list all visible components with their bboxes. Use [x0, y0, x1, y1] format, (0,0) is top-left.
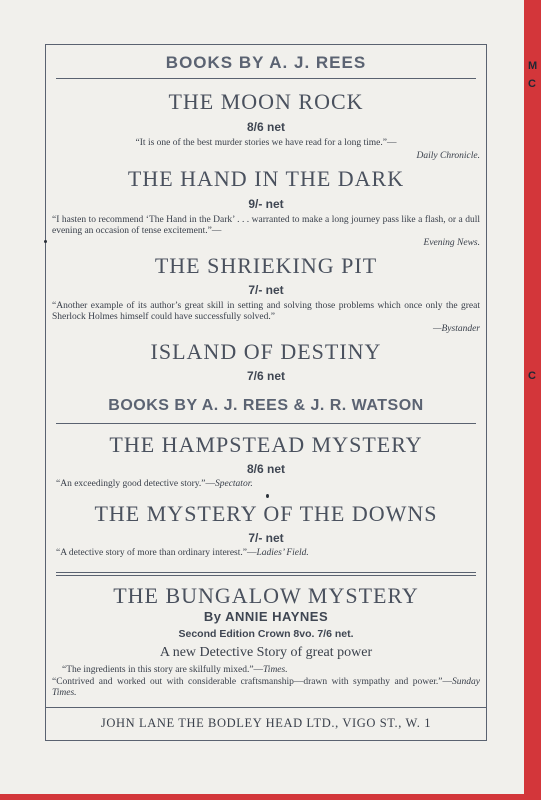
book-spine: M C C [524, 0, 541, 800]
book-price-island-of-destiny: 7/6 net [246, 369, 285, 383]
review-source-hampstead-mystery: Spectator. [214, 479, 253, 489]
header-books-by-rees-watson: BOOKS BY A. J. REES & J. R. WATSON [108, 397, 424, 414]
book-author-bungalow-mystery: By ANNIE HAYNES [203, 609, 329, 624]
book-price-shrieking-pit: 7/- net [248, 283, 284, 297]
review-source-moon-rock: Daily Chronicle. [416, 151, 480, 161]
ink-spot [44, 240, 47, 243]
book-title-hand-in-the-dark: THE HAND IN THE DARK [127, 166, 405, 191]
review-times [62, 665, 480, 676]
book-title-shrieking-pit: THE SHRIEKING PIT [154, 253, 378, 278]
review-source-shrieking-pit: —Bystander [433, 324, 480, 334]
review-quote-mystery-of-the-downs: “A detective story of more than ordinary interest.”— [56, 548, 257, 558]
divider [46, 707, 486, 708]
book-price-moon-rock: 8/6 net [246, 120, 285, 134]
divider [56, 423, 476, 424]
book-edition-bungalow-mystery: Second Edition Crown 8vo. 7/6 net. [178, 628, 354, 640]
book-title-bungalow-mystery: THE BUNGALOW MYSTERY [113, 583, 419, 608]
review-quote-hand-in-the-dark: “I hasten to recommend ‘The Hand in the Dark’ . . . warranted to make a long journey pass like a flash, or a dull evening an occasion of tense excitement.”— [52, 215, 480, 236]
review-quote-moon-rock: “It is one of the best murder stories we have read for a long time.”— [135, 138, 397, 148]
review-source-hand-in-the-dark: Evening News. [423, 238, 480, 248]
book-tagline-bungalow-mystery: A new Detective Story of great power [159, 645, 373, 660]
review-quote-times: “The ingredients in this story are skilfully mixed.”— [62, 665, 264, 675]
header-books-by-rees: BOOKS BY A. J. REES [165, 53, 367, 72]
review-quote-shrieking-pit: “Another example of its author’s great skill in setting and solving those problems which once only the great Sherlock Holmes himself could have successfully solved.” [52, 301, 480, 322]
review-quote-sunday-times: “Contrived and worked out with considerable craftsmanship—drawn with sympathy and power.”— [52, 677, 453, 687]
review-source-mystery-of-the-downs: Ladies’ Field. [256, 548, 309, 558]
book-price-hampstead-mystery: 8/6 net [246, 462, 285, 476]
review-sunday-times [52, 677, 480, 699]
double-divider [56, 572, 476, 576]
cover-edge [0, 794, 541, 800]
book-price-hand-in-the-dark: 9/- net [248, 197, 284, 211]
book-price-mystery-of-the-downs: 7/- net [248, 531, 284, 545]
review-source-times: Times. [263, 665, 288, 675]
book-title-mystery-of-the-downs: THE MYSTERY OF THE DOWNS [94, 501, 438, 526]
divider [56, 78, 476, 79]
review-source-sunday-times: Sunday Times. [52, 677, 480, 698]
book-title-hampstead-mystery: THE HAMPSTEAD MYSTERY [109, 432, 423, 457]
review-hampstead-mystery [56, 479, 480, 490]
review-quote-hampstead-mystery: “An exceedingly good detective story.”— [56, 479, 215, 489]
book-title-island-of-destiny: ISLAND OF DESTINY [150, 339, 382, 364]
book-title-moon-rock: THE MOON ROCK [168, 89, 364, 114]
review-mystery-of-the-downs [56, 548, 480, 559]
ink-spot [266, 494, 269, 498]
advertisement-frame [45, 44, 487, 741]
publisher-footer: JOHN LANE THE BODLEY HEAD LTD., VIGO ST., W. 1 [100, 716, 432, 730]
